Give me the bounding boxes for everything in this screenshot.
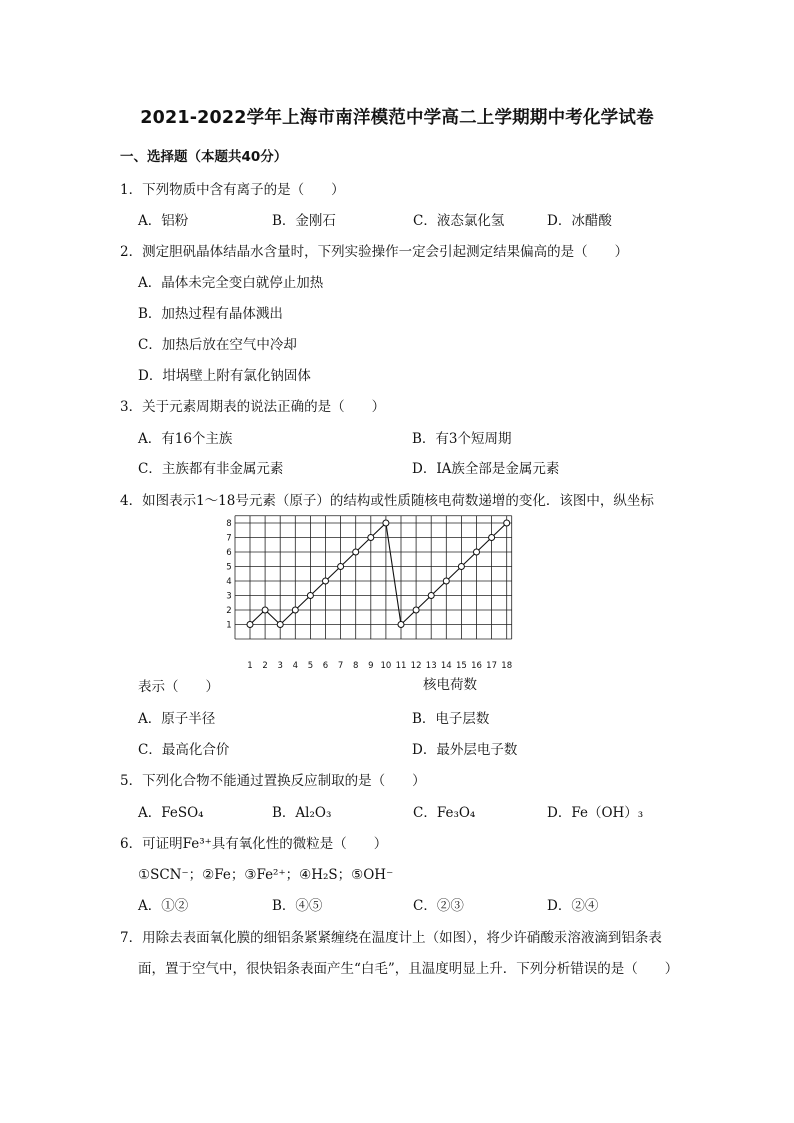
x-tick-label: 17 [486, 661, 498, 671]
question-3-stem: 3．关于元素周期表的说法正确的是（ ） [120, 399, 386, 415]
page-title: 2021-2022学年上海市南洋模范中学高二上学期期中考化学试卷 [140, 108, 654, 128]
x-tick-label: 10 [380, 661, 392, 671]
q1-option-d: D．冰醋酸 [547, 213, 612, 229]
series-line [250, 523, 507, 625]
data-point [247, 622, 253, 628]
question-4-stem-continued: 表示（ ） [138, 679, 219, 695]
data-point [458, 564, 464, 570]
x-tick-label: 16 [471, 661, 482, 671]
question-4-stem: 4．如图表示1～18号元素（原子）的结构或性质随核电荷数递增的变化．该图中，纵坐标 [120, 493, 654, 509]
x-tick-label: 8 [352, 661, 359, 671]
data-point [443, 578, 449, 584]
x-tick-labels [247, 661, 512, 671]
q2-option-a: A．晶体未完全变白就停止加热 [138, 275, 324, 291]
x-tick-label: 6 [322, 661, 329, 671]
q3-option-d: D．IA族全部是金属元素 [412, 461, 560, 477]
data-point [323, 578, 329, 584]
y-tick-labels [226, 519, 231, 631]
q5-option-d: D．Fe（OH）₃ [547, 805, 644, 821]
question-7-line-1: 7．用除去表面氧化膜的细铝条紧紧缠绕在温度计上（如图），将少许硝酸汞溶液滴到铝条表 [120, 930, 662, 946]
x-tick-label: 1 [247, 661, 253, 671]
x-tick-label: 7 [337, 661, 344, 671]
q3-option-c: C．主族都有非金属元素 [138, 461, 284, 477]
q2-option-d: D．坩埚壁上附有氯化钠固体 [138, 368, 311, 384]
y-tick-label: 8 [226, 519, 232, 529]
y-tick-label: 2 [226, 606, 232, 616]
x-tick-label: 18 [501, 661, 513, 671]
element-property-chart [220, 518, 513, 690]
q6-option-c: C．②③ [413, 898, 464, 914]
q1-option-c: C．液态氯化氢 [413, 213, 505, 229]
data-point [398, 622, 404, 628]
question-7-line-2: 面，置于空气中，很快铝条表面产生“白毛”，且温度明显上升．下列分析错误的是（ ） [138, 961, 679, 977]
q4-option-a: A．原子半径 [138, 711, 216, 727]
q6-option-b: B．④⑤ [272, 898, 323, 914]
y-tick-label: 4 [226, 577, 232, 587]
q4-option-d: D．最外层电子数 [412, 742, 518, 758]
x-tick-label: 2 [262, 661, 268, 671]
q4-option-b: B．电子层数 [412, 711, 490, 727]
question-1-stem: 1．下列物质中含有离子的是（ ） [120, 182, 345, 198]
q1-option-b: B．金刚石 [272, 213, 336, 229]
data-point [277, 622, 283, 628]
data-point [338, 564, 344, 570]
q6-option-d: D．②④ [547, 898, 599, 914]
q1-option-a: A．铝粉 [138, 213, 189, 229]
x-tick-label: 4 [292, 661, 299, 671]
y-tick-label: 7 [226, 533, 232, 544]
q3-option-a: A．有16个主族 [138, 431, 233, 447]
x-tick-label: 14 [440, 661, 452, 671]
chart-x-axis-label: 核电荷数 [423, 677, 477, 693]
x-tick-label: 13 [425, 661, 437, 671]
x-tick-label: 9 [368, 661, 374, 671]
y-tick-label: 5 [226, 562, 232, 573]
x-tick-label: 3 [277, 661, 283, 671]
data-point [292, 607, 298, 613]
q2-option-b: B．加热过程有晶体溅出 [138, 306, 283, 322]
data-point [262, 607, 268, 613]
q4-option-c: C．最高化合价 [138, 742, 230, 758]
q3-option-b: B．有3个短周期 [412, 431, 512, 447]
q5-option-c: C．Fe₃O₄ [413, 805, 476, 821]
x-tick-label: 5 [307, 661, 314, 671]
question-5-stem: 5．下列化合物不能通过置换反应制取的是（ ） [120, 773, 426, 789]
data-points [247, 520, 510, 628]
q2-option-c: C．加热后放在空气中冷却 [138, 337, 297, 353]
y-tick-label: 3 [226, 591, 232, 602]
data-point [383, 520, 389, 526]
y-tick-label: 1 [226, 620, 232, 631]
q6-option-a: A．①② [138, 898, 189, 914]
q6-particle-list: ①SCN⁻；②Fe；③Fe²⁺；④H₂S；⑤OH⁻ [138, 867, 394, 883]
question-2-stem: 2．测定胆矾晶体结晶水含量时，下列实验操作一定会引起测定结果偏高的是（ ） [120, 244, 629, 260]
data-point [504, 520, 510, 526]
x-tick-label: 11 [395, 661, 407, 671]
data-point [474, 549, 480, 555]
question-6-stem: 6．可证明Fe³⁺具有氧化性的微粒是（ ） [120, 836, 388, 852]
data-point [368, 535, 374, 541]
data-point [413, 607, 419, 613]
q5-option-a: A．FeSO₄ [138, 805, 204, 821]
data-point [307, 593, 313, 599]
data-point [428, 593, 434, 599]
q5-option-b: B．Al₂O₃ [272, 805, 332, 821]
section-heading: 一、选择题（本题共40分） [120, 149, 288, 165]
data-point [489, 535, 495, 541]
x-tick-label: 15 [455, 661, 467, 671]
x-tick-label: 12 [410, 661, 422, 671]
data-point [353, 549, 359, 555]
y-tick-label: 6 [226, 548, 232, 558]
